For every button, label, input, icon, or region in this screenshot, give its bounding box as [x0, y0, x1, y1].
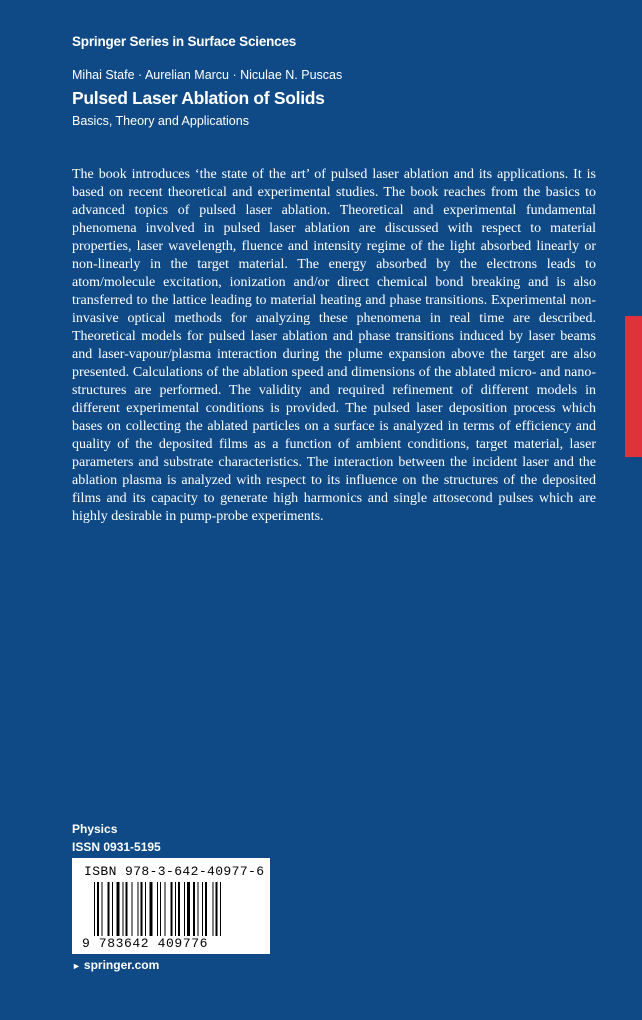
series-name: Springer Series in Surface Sciences	[72, 34, 297, 49]
barcode-digits: 9 783642 409776	[82, 936, 209, 951]
issn-label: ISSN 0931-5195	[72, 840, 161, 854]
barcode-panel	[72, 858, 270, 954]
arrow-icon: ►	[72, 961, 81, 971]
isbn-label: ISBN 978-3-642-40977-6	[84, 864, 265, 879]
subject-label: Physics	[72, 822, 118, 836]
publisher-link[interactable]	[72, 958, 159, 972]
book-title: Pulsed Laser Ablation of Solids	[72, 88, 325, 108]
authors: Mihai Stafe · Aurelian Marcu · Niculae N. Puscas	[72, 68, 343, 82]
publisher-url: springer.com	[83, 958, 160, 972]
barcode-icon	[94, 882, 254, 936]
book-description: The book introduces ‘the state of the art’ of pulsed laser ablation and its applications. It is based on recent theoretical and experimental studies. The book reaches from the basics to advanced topics of pulsed laser ablation. Theoretical and experimental fundamental phenomena involved in pulsed laser ablation are discussed with respect to material properties, laser wavelength, fluence and intensity regime of the light absorbed linearly or non-linearly in the target material. The energy absorbed by the electrons leads to atom/molecule excitation, ionization and/or direct chemical bond breaking and is also transferred to the lattice leading to material heating and phase transitions. Experimental non-invasive optical methods for analyzing these phenomena in real time are described. Theoretical models for pulsed laser ablation and phase transitions induced by laser beams and laser-vapour/plasma interaction during the plume expansion above the target are also presented. Calculations of the ablation speed and dimensions of the ablated micro- and nano-structures are performed. The validity and required refinement of different models in different experimental conditions is provided. The pulsed laser deposition process which bases on collecting the ablated particles on a surface is analyzed in terms of efficiency and quality of the deposited films as a function of ambient conditions, target material, laser parameters and substrate characteristics. The interaction between the incident laser and the ablation plasma is analyzed with respect to its influence on the structures of the deposited films and its capacity to generate high harmonics and single attosecond pulses which are highly desirable in pump-probe experiments.	[72, 167, 596, 524]
accent-tab	[625, 316, 642, 457]
book-subtitle: Basics, Theory and Applications	[72, 114, 249, 128]
